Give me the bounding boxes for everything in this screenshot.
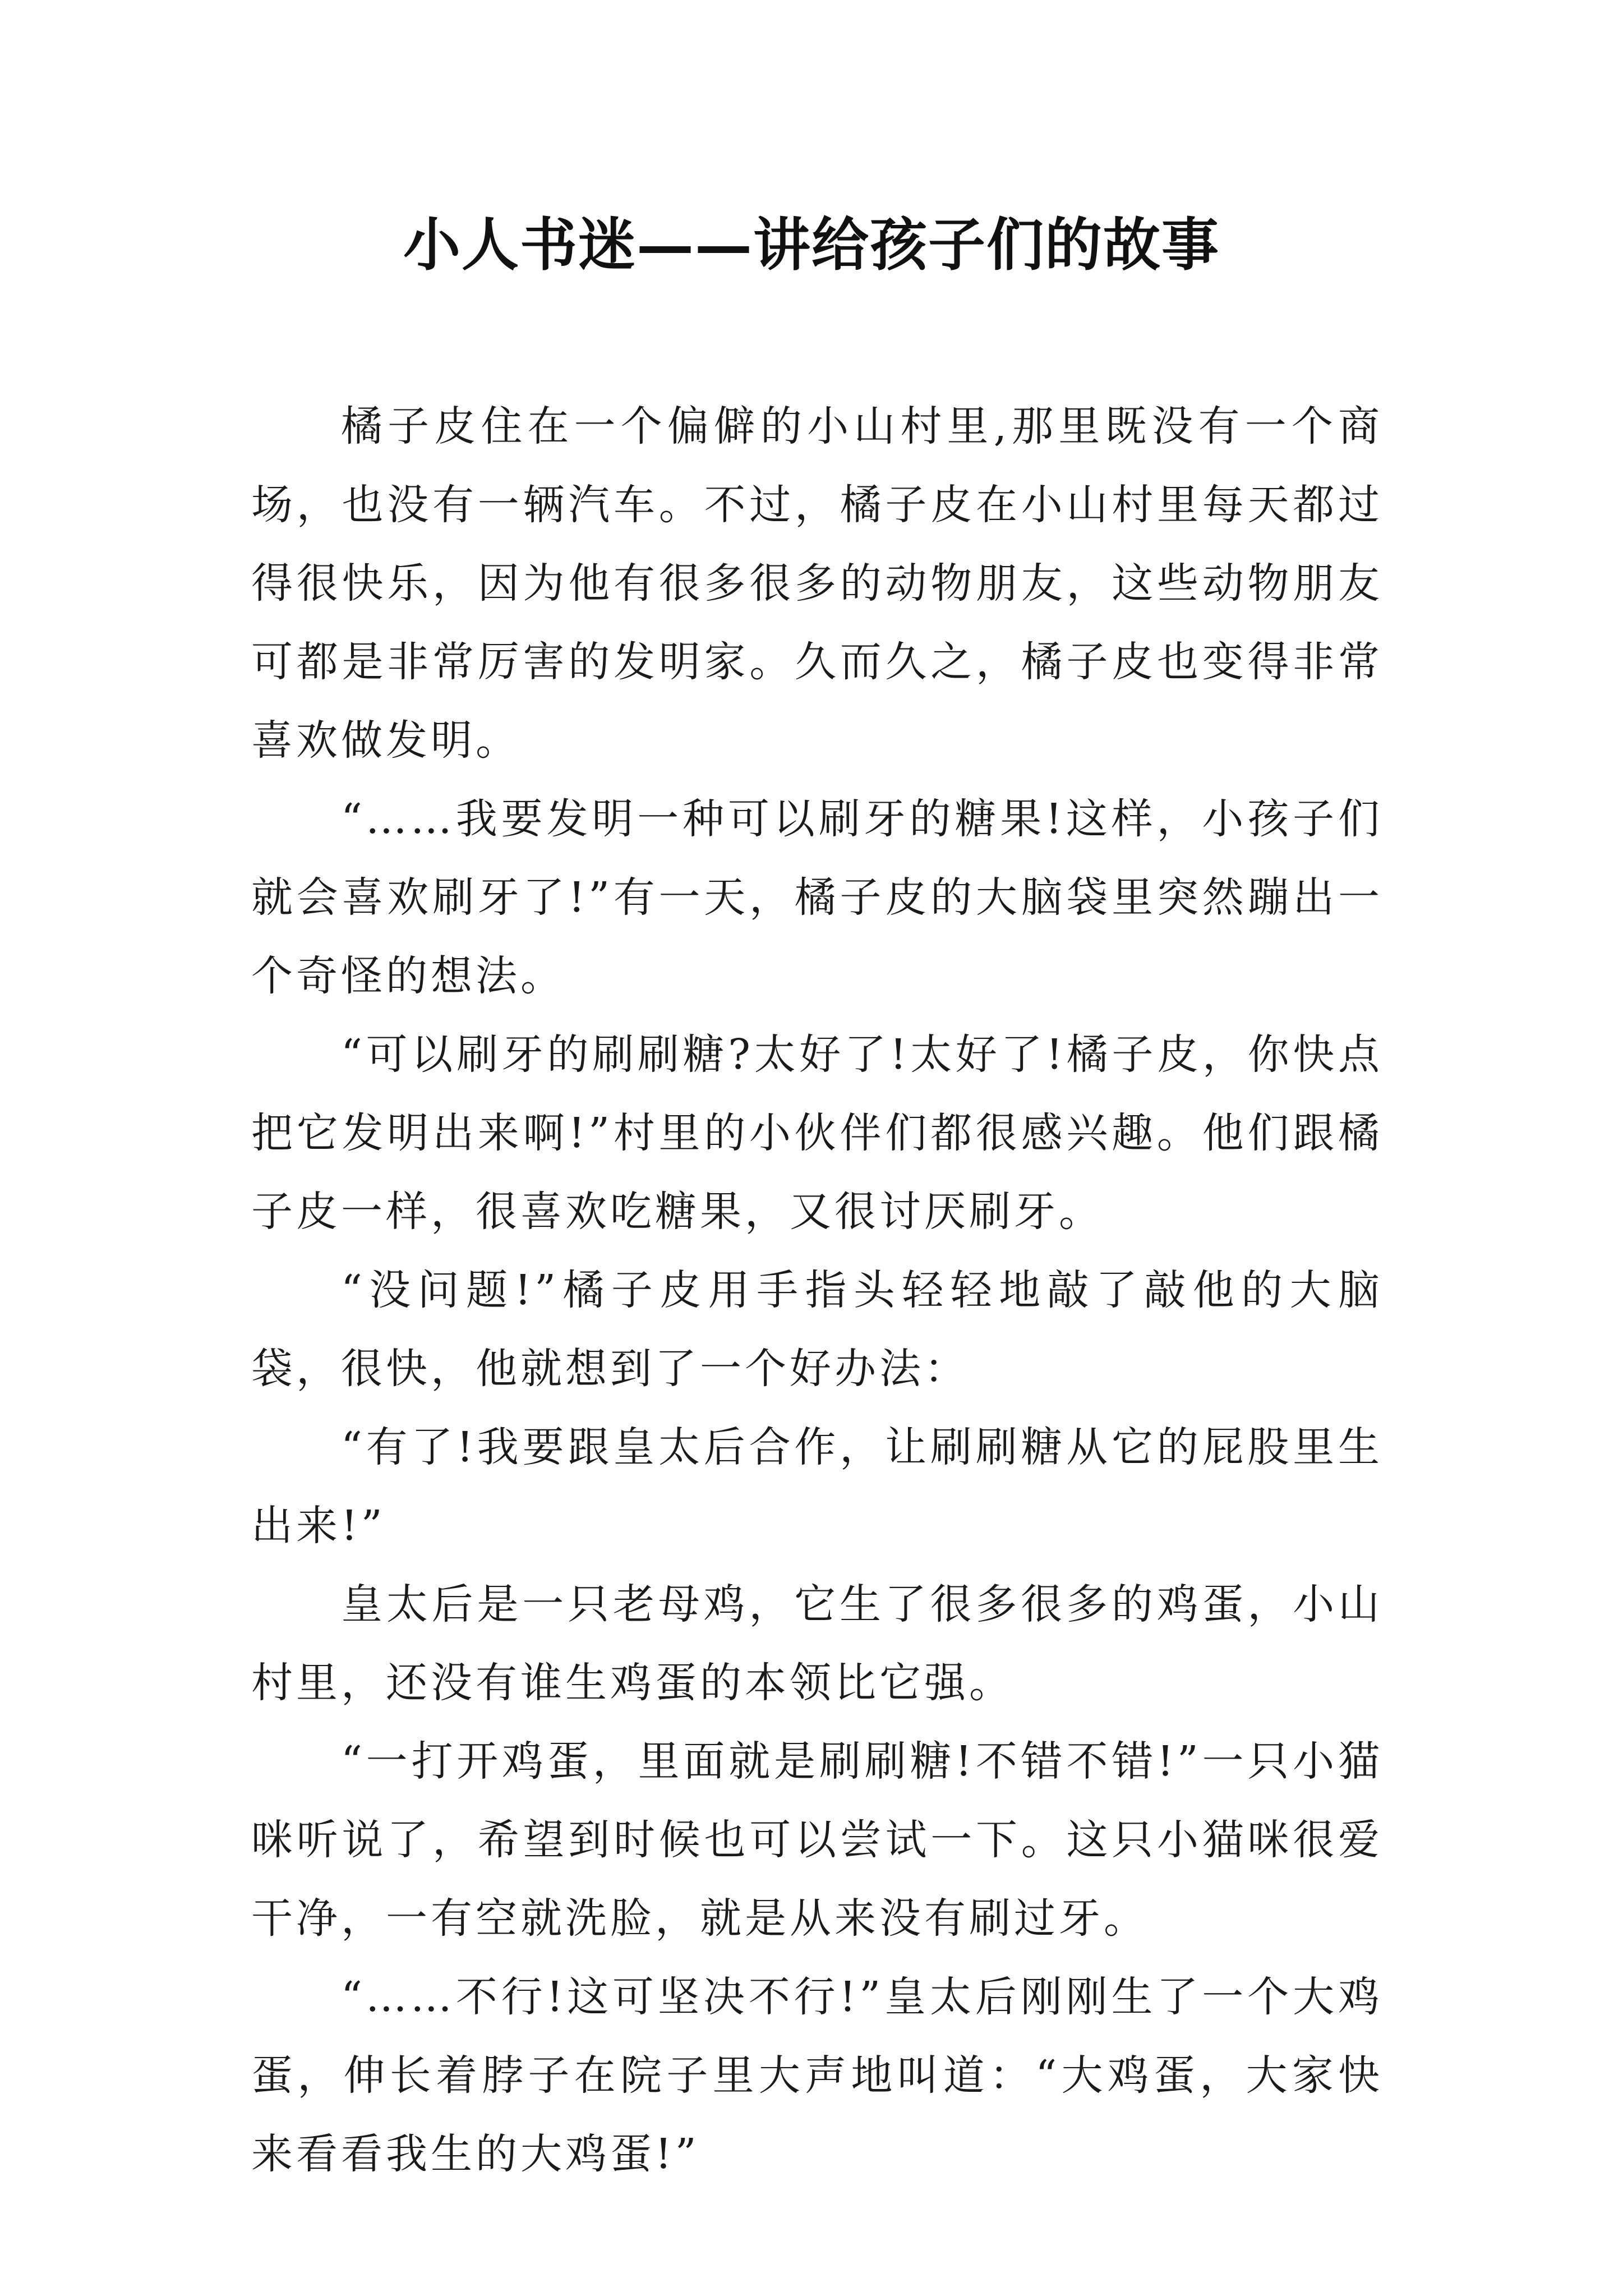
paragraph: “一打开鸡蛋，里面就是刷刷糖!不错不错!”一只小猫咪听说了，希望到时候也可以尝试一下。这只小猫咪很爱干净，一有空就洗脸，就是从来没有刷过牙。 (251, 1737, 1383, 1943)
paragraph: “没问题!”橘子皮用手指头轻轻地敲了敲他的大脑袋，很快，他就想到了一个好办法： (251, 1266, 1383, 1393)
paragraph: “有了!我要跟皇太后合作，让刷刷糖从它的屁股里生出来!” (251, 1423, 1383, 1550)
paragraph: 橘子皮住在一个偏僻的小山村里,那里既没有一个商场，也没有一辆汽车。不过，橘子皮在小山村里每天都过得很快乐，因为他有很多很多的动物朋友，这些动物朋友可都是非常厉害的发明家。久而久之，橘子皮也变得非常喜欢做发明。 (251, 402, 1383, 765)
paragraph: “可以刷牙的刷刷糖?太好了!太好了!橘子皮，你快点把它发明出来啊!”村里的小伙伴们都很感兴趣。他们跟橘子皮一样，很喜欢吃糖果，又很讨厌刷牙。 (251, 1030, 1383, 1236)
story-body (251, 387, 1383, 2193)
document-title: 小人书迷——讲给孩子们的故事 (403, 211, 1220, 279)
paragraph: 皇太后是一只老母鸡，它生了很多很多的鸡蛋，小山村里，还没有谁生鸡蛋的本领比它强。 (251, 1580, 1383, 1707)
paragraph: “……我要发明一种可以刷牙的糖果!这样，小孩子们就会喜欢刷牙了!”有一天，橘子皮的大脑袋里突然蹦出一个奇怪的想法。 (251, 795, 1383, 1000)
paragraph: “……不行!这可坚决不行!”皇太后刚刚生了一个大鸡蛋，伸长着脖子在院子里大声地叫道：“大鸡蛋，大家快来看看我生的大鸡蛋!” (251, 1973, 1383, 2178)
